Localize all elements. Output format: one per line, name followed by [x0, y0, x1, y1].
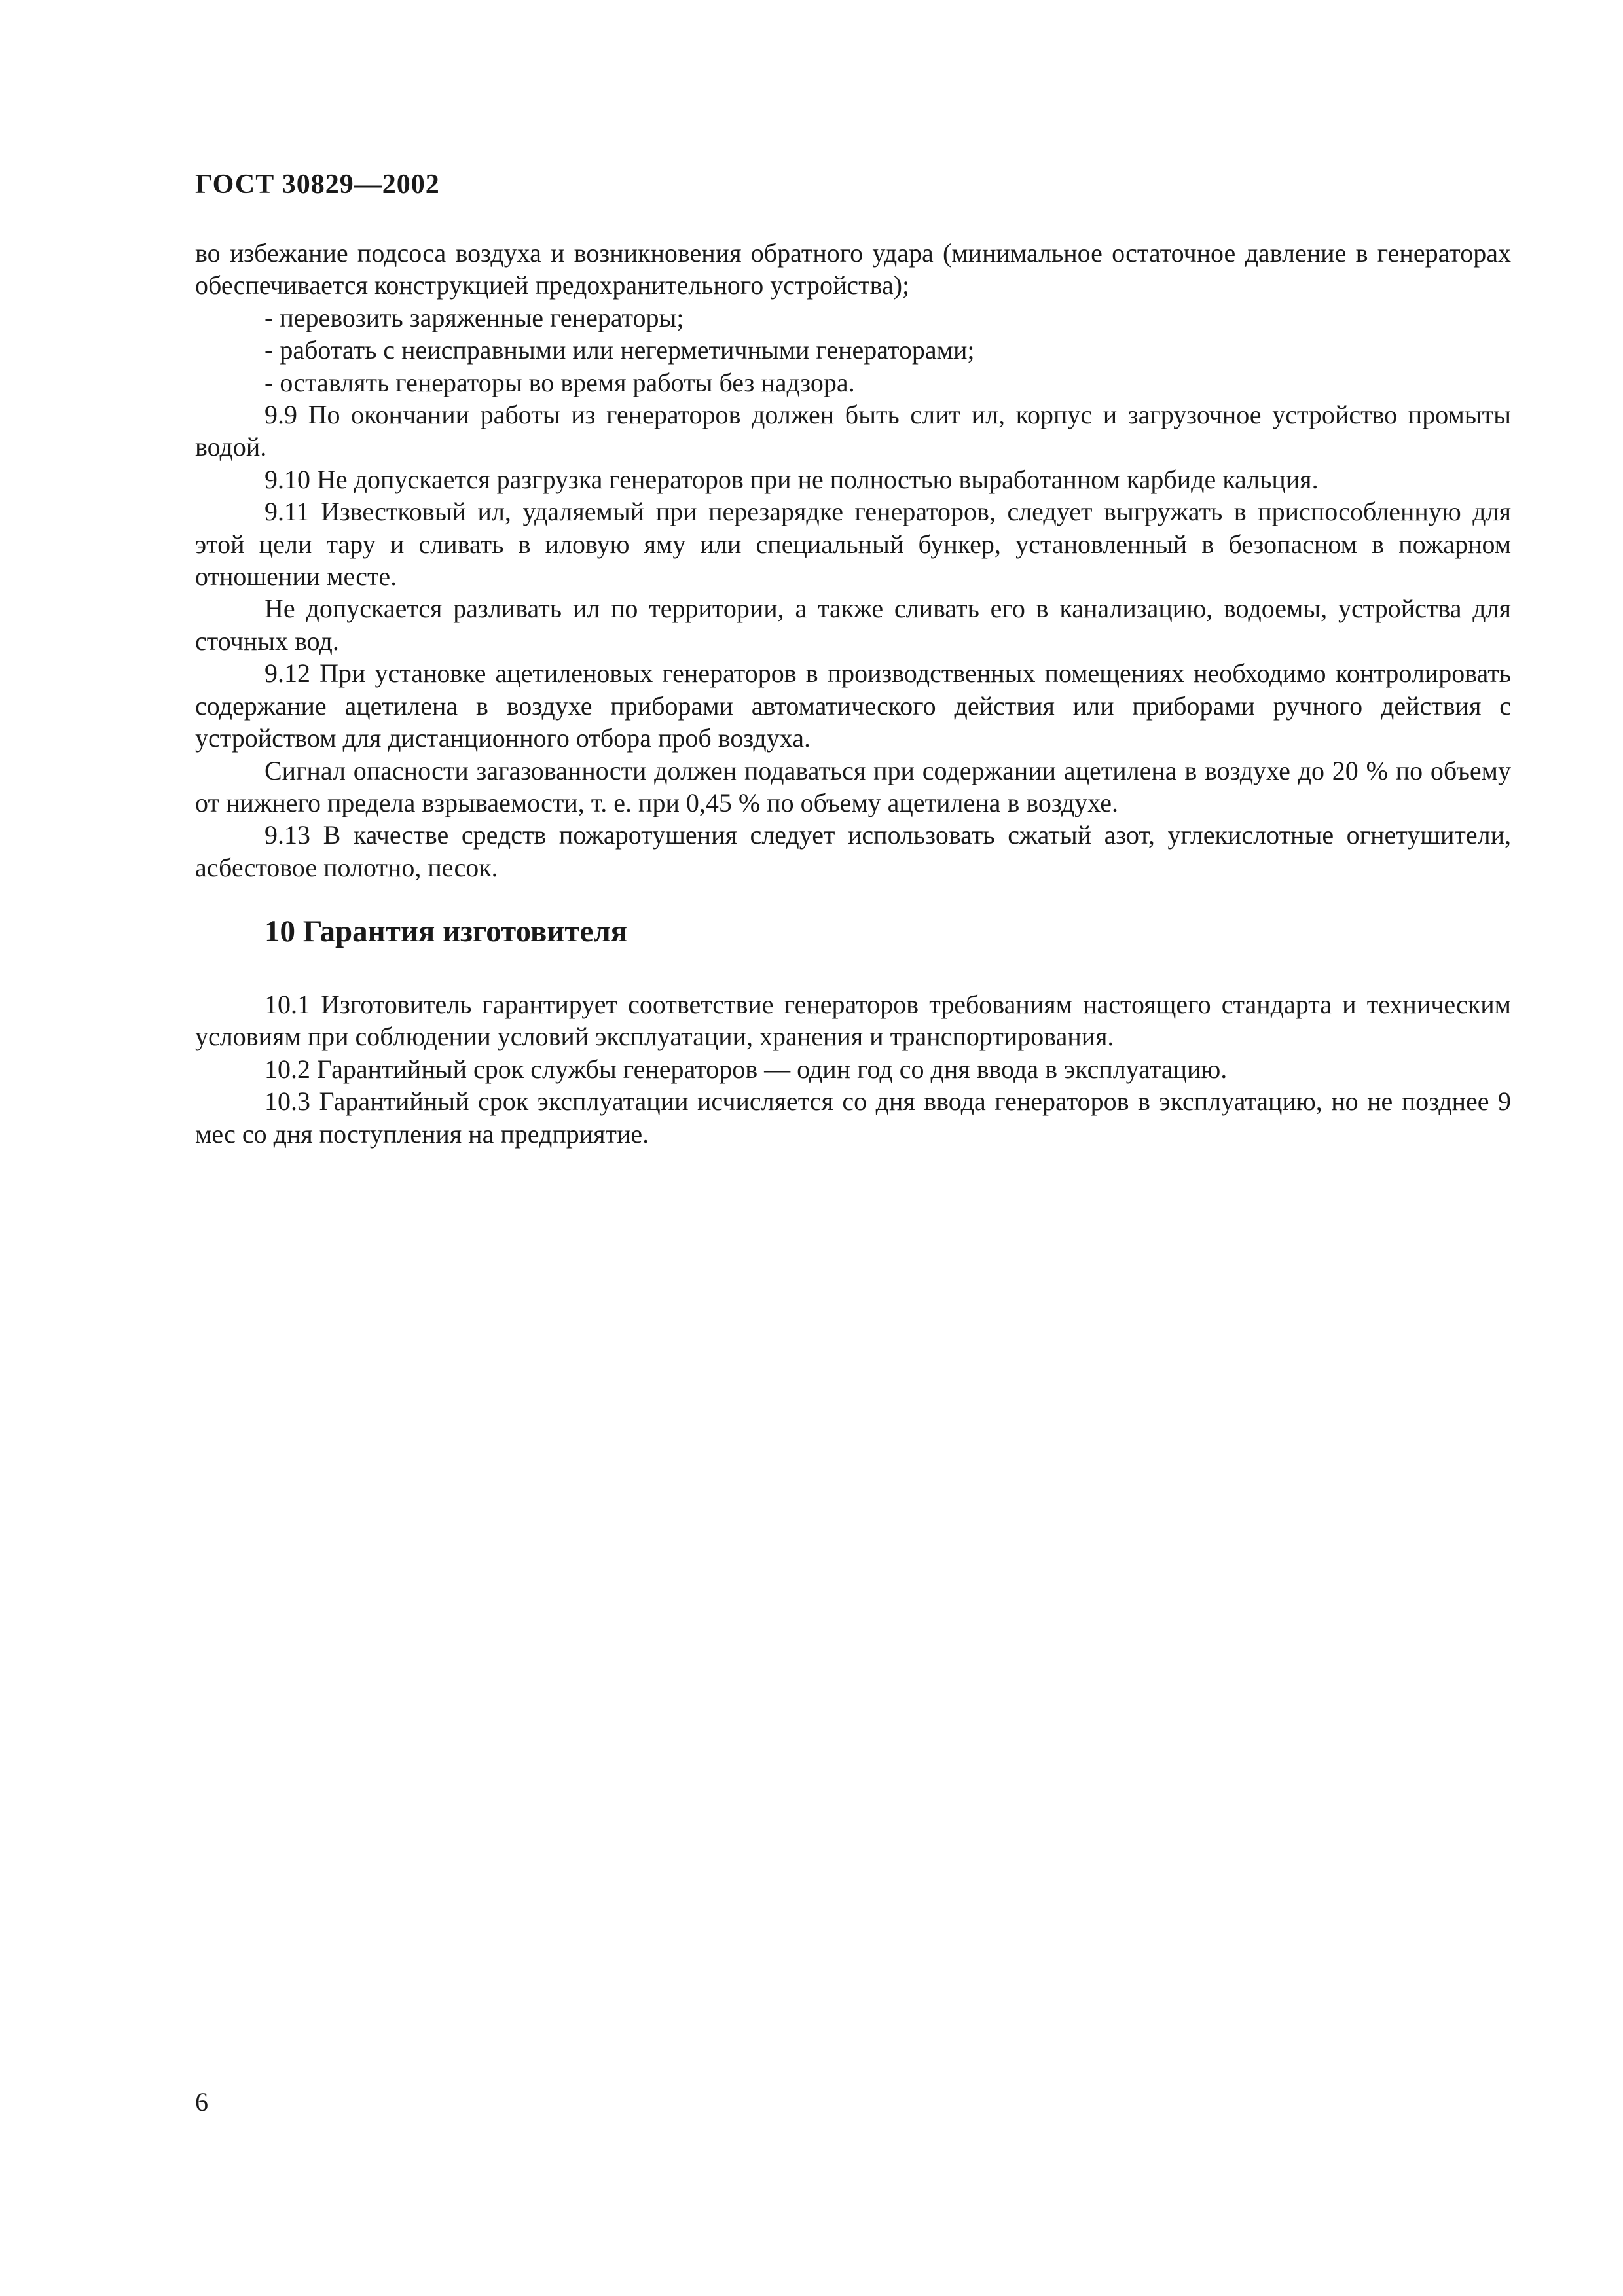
- section-10-heading: 10 Гарантия изготовителя: [264, 914, 628, 948]
- page-number: 6: [195, 2087, 208, 2117]
- clause-9-12-signal: Сигнал опасности загазованности должен подаваться при содержании ацетилена в воздухе до 20 % по объему от нижнего предела взрываемости, т. е. при 0,45 % по объему ацетилена в воздухе.: [195, 755, 1511, 817]
- paragraph-continuation: во избежание подсоса воздуха и возникновения обратного удара (минимальное остаточное давление в генераторах обеспечивается конструкцией предохранительного устройства);: [195, 238, 1511, 300]
- clause-9-9: 9.9 По окончании работы из генераторов должен быть слит ил, корпус и загрузочное устройство промыты водой.: [195, 400, 1511, 462]
- clause-9-11-note: Не допускается разливать ил по территории, а также сливать его в канализацию, водоемы, устройства для сточных вод.: [195, 594, 1511, 656]
- clause-10-3: 10.3 Гарантийный срок эксплуатации исчисляется со дня ввода генераторов в эксплуатацию, но не позднее 9 мес со дня поступления на предприятие.: [195, 1086, 1511, 1149]
- document-header: ГОСТ 30829—2002: [195, 170, 440, 200]
- clause-9-11: 9.11 Известковый ил, удаляемый при перезарядке генераторов, следует выгружать в приспособленную для этой цели тару и сливать в иловую яму или специальный бункер, установленный в безопасном в пожарном отношении месте.: [195, 497, 1511, 592]
- list-item-transport: - перевозить заряженные генераторы;: [264, 302, 684, 332]
- clause-9-12: 9.12 При установке ацетиленовых генераторов в производственных помещениях необходимо контролировать содержание ацетилена в воздухе приборами автоматического действия или приборами ручного действия с устройством для дистанционного отбора проб воздуха.: [195, 658, 1511, 753]
- section-9-continuation: [195, 237, 1511, 884]
- clause-10-1: 10.1 Изготовитель гарантирует соответствие генераторов требованиям настоящего стандарта и техническим условиям при соблюдении условий эксплуатации, хранения и транспортирования.: [195, 990, 1511, 1052]
- clause-9-13: 9.13 В качестве средств пожаротушения следует использовать сжатый азот, углекислотные огнетушители, асбестовое полотно, песок.: [195, 820, 1511, 882]
- section-10-body: [195, 988, 1511, 1150]
- clause-10-2: 10.2 Гарантийный срок службы генераторов — один год со дня ввода в эксплуатацию.: [264, 1054, 1228, 1084]
- list-item-unattended: - оставлять генераторы во время работы без надзора.: [264, 367, 855, 397]
- list-item-faulty: - работать с неисправными или негерметичными генераторами;: [264, 335, 975, 365]
- clause-9-10: 9.10 Не допускается разгрузка генераторов при не полностью выработанном карбиде кальция.: [264, 464, 1319, 494]
